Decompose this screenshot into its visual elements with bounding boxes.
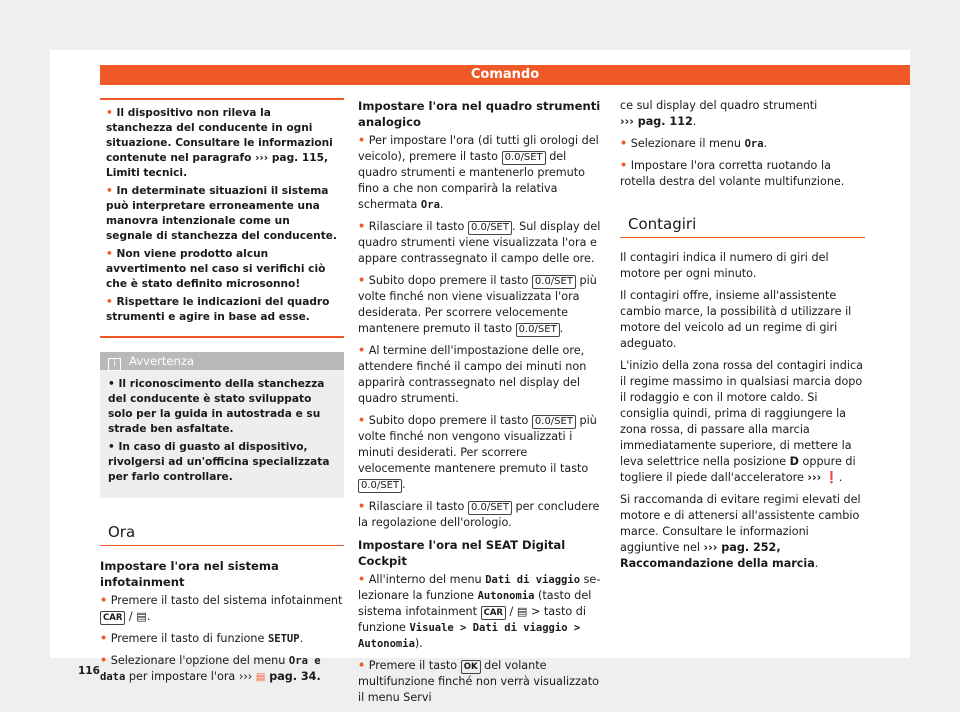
list-item: • Subito dopo premere il tasto 0.0/SET più volte finché non viene visualizzata l'ora desiderata. Per scorrere velocemente mantenere premuto il tasto 0.0/SET . bbox=[358, 274, 597, 335]
list-item: • All'interno del menu Dati di viaggio selezionare la funzione Autonomia (tasto del sistema infotainment CAR / ▤ > tasto di funzione Visuale > Dati di viaggio > Autonomia). bbox=[358, 573, 601, 650]
section-header: Comando bbox=[100, 65, 910, 85]
page-link[interactable]: ››› pag. 112 bbox=[620, 115, 693, 128]
page-link-arrows[interactable]: ››› bbox=[238, 670, 253, 683]
warning-item: • Non viene prodotto alcun avvertimento nel caso si verifichi ciò che è stato definito microsonno! bbox=[106, 248, 326, 290]
page-link[interactable]: ››› pag. 115, Limiti tecnici bbox=[106, 152, 329, 179]
subheading: Impostare l'ora nel quadro strumenti analogico bbox=[358, 99, 601, 129]
set-key: 0.0/SET bbox=[468, 501, 512, 515]
note-item: • In caso di guasto al dispositivo, rivolgersi ad un'officina specializzata per farlo controllare. bbox=[108, 441, 330, 483]
warning-item: • Il dispositivo non rileva la stanchezza del conducente in ogni situazione. Consultare le informazioni contenute nel paragrafo ››› pag. 115, Limiti tecnici. bbox=[106, 107, 333, 179]
car-key: CAR bbox=[100, 611, 125, 625]
set-key: 0.0/SET bbox=[532, 415, 576, 429]
info-icon: i bbox=[108, 358, 121, 371]
section-title-contagiri: Contagiri bbox=[620, 216, 865, 238]
note-body bbox=[100, 370, 344, 498]
list-item: • Selezionare il menu Ora. bbox=[620, 137, 768, 150]
warning-circle-icon: ❗ bbox=[824, 471, 839, 484]
column-left bbox=[100, 98, 344, 692]
subheading: Impostare l'ora nel sistema infotainment bbox=[100, 559, 279, 589]
page-link-arrows[interactable]: ››› bbox=[807, 471, 822, 484]
page-number: 116 bbox=[78, 665, 100, 677]
car-menu-icon: ▤ bbox=[516, 605, 528, 618]
ok-key: OK bbox=[461, 660, 481, 674]
list-item: • Al termine dell'impostazione delle ore, attendere finché il campo dei minuti non apparirà contrassegnato nel display del quadro strumenti. bbox=[358, 344, 587, 405]
paragraph: Il contagiri offre, insieme all'assistente cambio marce, la possibilità d utilizzare il motore del veicolo ad un regime di giri adeguato. bbox=[620, 289, 852, 350]
column-middle bbox=[358, 98, 602, 712]
list-item: • Rilasciare il tasto 0.0/SET . Sul display del quadro strumenti viene visualizzata l'ora e appare contrassegnato il campo delle ore. bbox=[358, 220, 601, 265]
page-link[interactable]: ››› pag. 252, Raccomandazione della marcia bbox=[620, 541, 815, 570]
list-item: • Impostare l'ora corretta ruotando la rotella destra del volante multifunzione. bbox=[620, 159, 845, 188]
page bbox=[50, 50, 910, 704]
column-right bbox=[620, 98, 865, 578]
warning-item: • In determinate situazioni il sistema può interpretare erroneamente una manovra intenzionale come un segnale di stanchezza del conducente. bbox=[106, 185, 337, 242]
list-item: • Premere il tasto di funzione SETUP. bbox=[100, 632, 304, 645]
warning-item: • Rispettare le indicazioni del quadro strumenti e agire in base ad esse. bbox=[106, 296, 330, 323]
section-title-ora: Ora bbox=[100, 524, 344, 546]
book-icon: ▤ bbox=[255, 672, 266, 683]
subheading: Impostare l'ora nel SEAT Digital Cockpit bbox=[358, 538, 566, 568]
page-link[interactable]: pag. 34. bbox=[265, 670, 321, 683]
set-key: 0.0/SET bbox=[358, 479, 402, 493]
paragraph: L'inizio della zona rossa del contagiri indica il regime massimo in qualsiasi marcia dopo il rodaggio e con il motore caldo. Si consiglia quindi, prima di raggiungere la zona rossa, di passare alla marcia immediatamente superiore, di mettere la leva selettrice nella posizione D oppure di togliere il piede dall'acceleratore ››› ❗. bbox=[620, 359, 863, 484]
set-key: 0.0/SET bbox=[516, 323, 560, 337]
list-item: • Premere il tasto OK del volante multifunzione finché non verrà visualizzato il menu Servi bbox=[358, 659, 599, 704]
car-key: CAR bbox=[481, 606, 506, 620]
set-key: 0.0/SET bbox=[468, 221, 512, 235]
list-item: • Per impostare l'ora (di tutti gli orologi del veicolo), premere il tasto 0.0/SET del quadro strumenti e mantenerlo premuto fino a che non comparirà la relativa schermata Ora. bbox=[358, 134, 599, 211]
list-item: • Selezionare l'opzione del menu Ora e data per impostare l'ora ››› ▤ pag. 34. bbox=[100, 654, 321, 683]
paragraph: Il contagiri indica il numero di giri del motore per ogni minuto. bbox=[620, 251, 829, 280]
list-item: • Premere il tasto del sistema infotainment CAR / ▤. bbox=[100, 594, 343, 623]
note-item: • Il riconoscimento della stanchezza del conducente è stato sviluppato solo per la guida in autostrada e su strade ben asfaltate. bbox=[108, 378, 325, 435]
list-item: • Rilasciare il tasto 0.0/SET per concludere la regolazione dell'orologio. bbox=[358, 500, 600, 529]
note-header: i Avvertenza bbox=[100, 352, 344, 370]
set-key: 0.0/SET bbox=[502, 151, 546, 165]
set-key: 0.0/SET bbox=[532, 275, 576, 289]
warning-box bbox=[100, 98, 344, 338]
car-menu-icon: ▤ bbox=[136, 610, 147, 623]
list-item: • Subito dopo premere il tasto 0.0/SET più volte finché non vengono visualizzati i minuti desiderati. Per scorrere velocemente mantenere premuto il tasto 0.0/SET . bbox=[358, 414, 597, 491]
paragraph: Si raccomanda di evitare regimi elevati del motore e di attenersi all'assistente cambio marce. Consultare le informazioni aggiuntive nel ››› pag. 252, Raccomandazione della marcia. bbox=[620, 493, 861, 570]
paragraph: ce sul display del quadro strumenti ››› pag. 112. bbox=[620, 99, 818, 128]
